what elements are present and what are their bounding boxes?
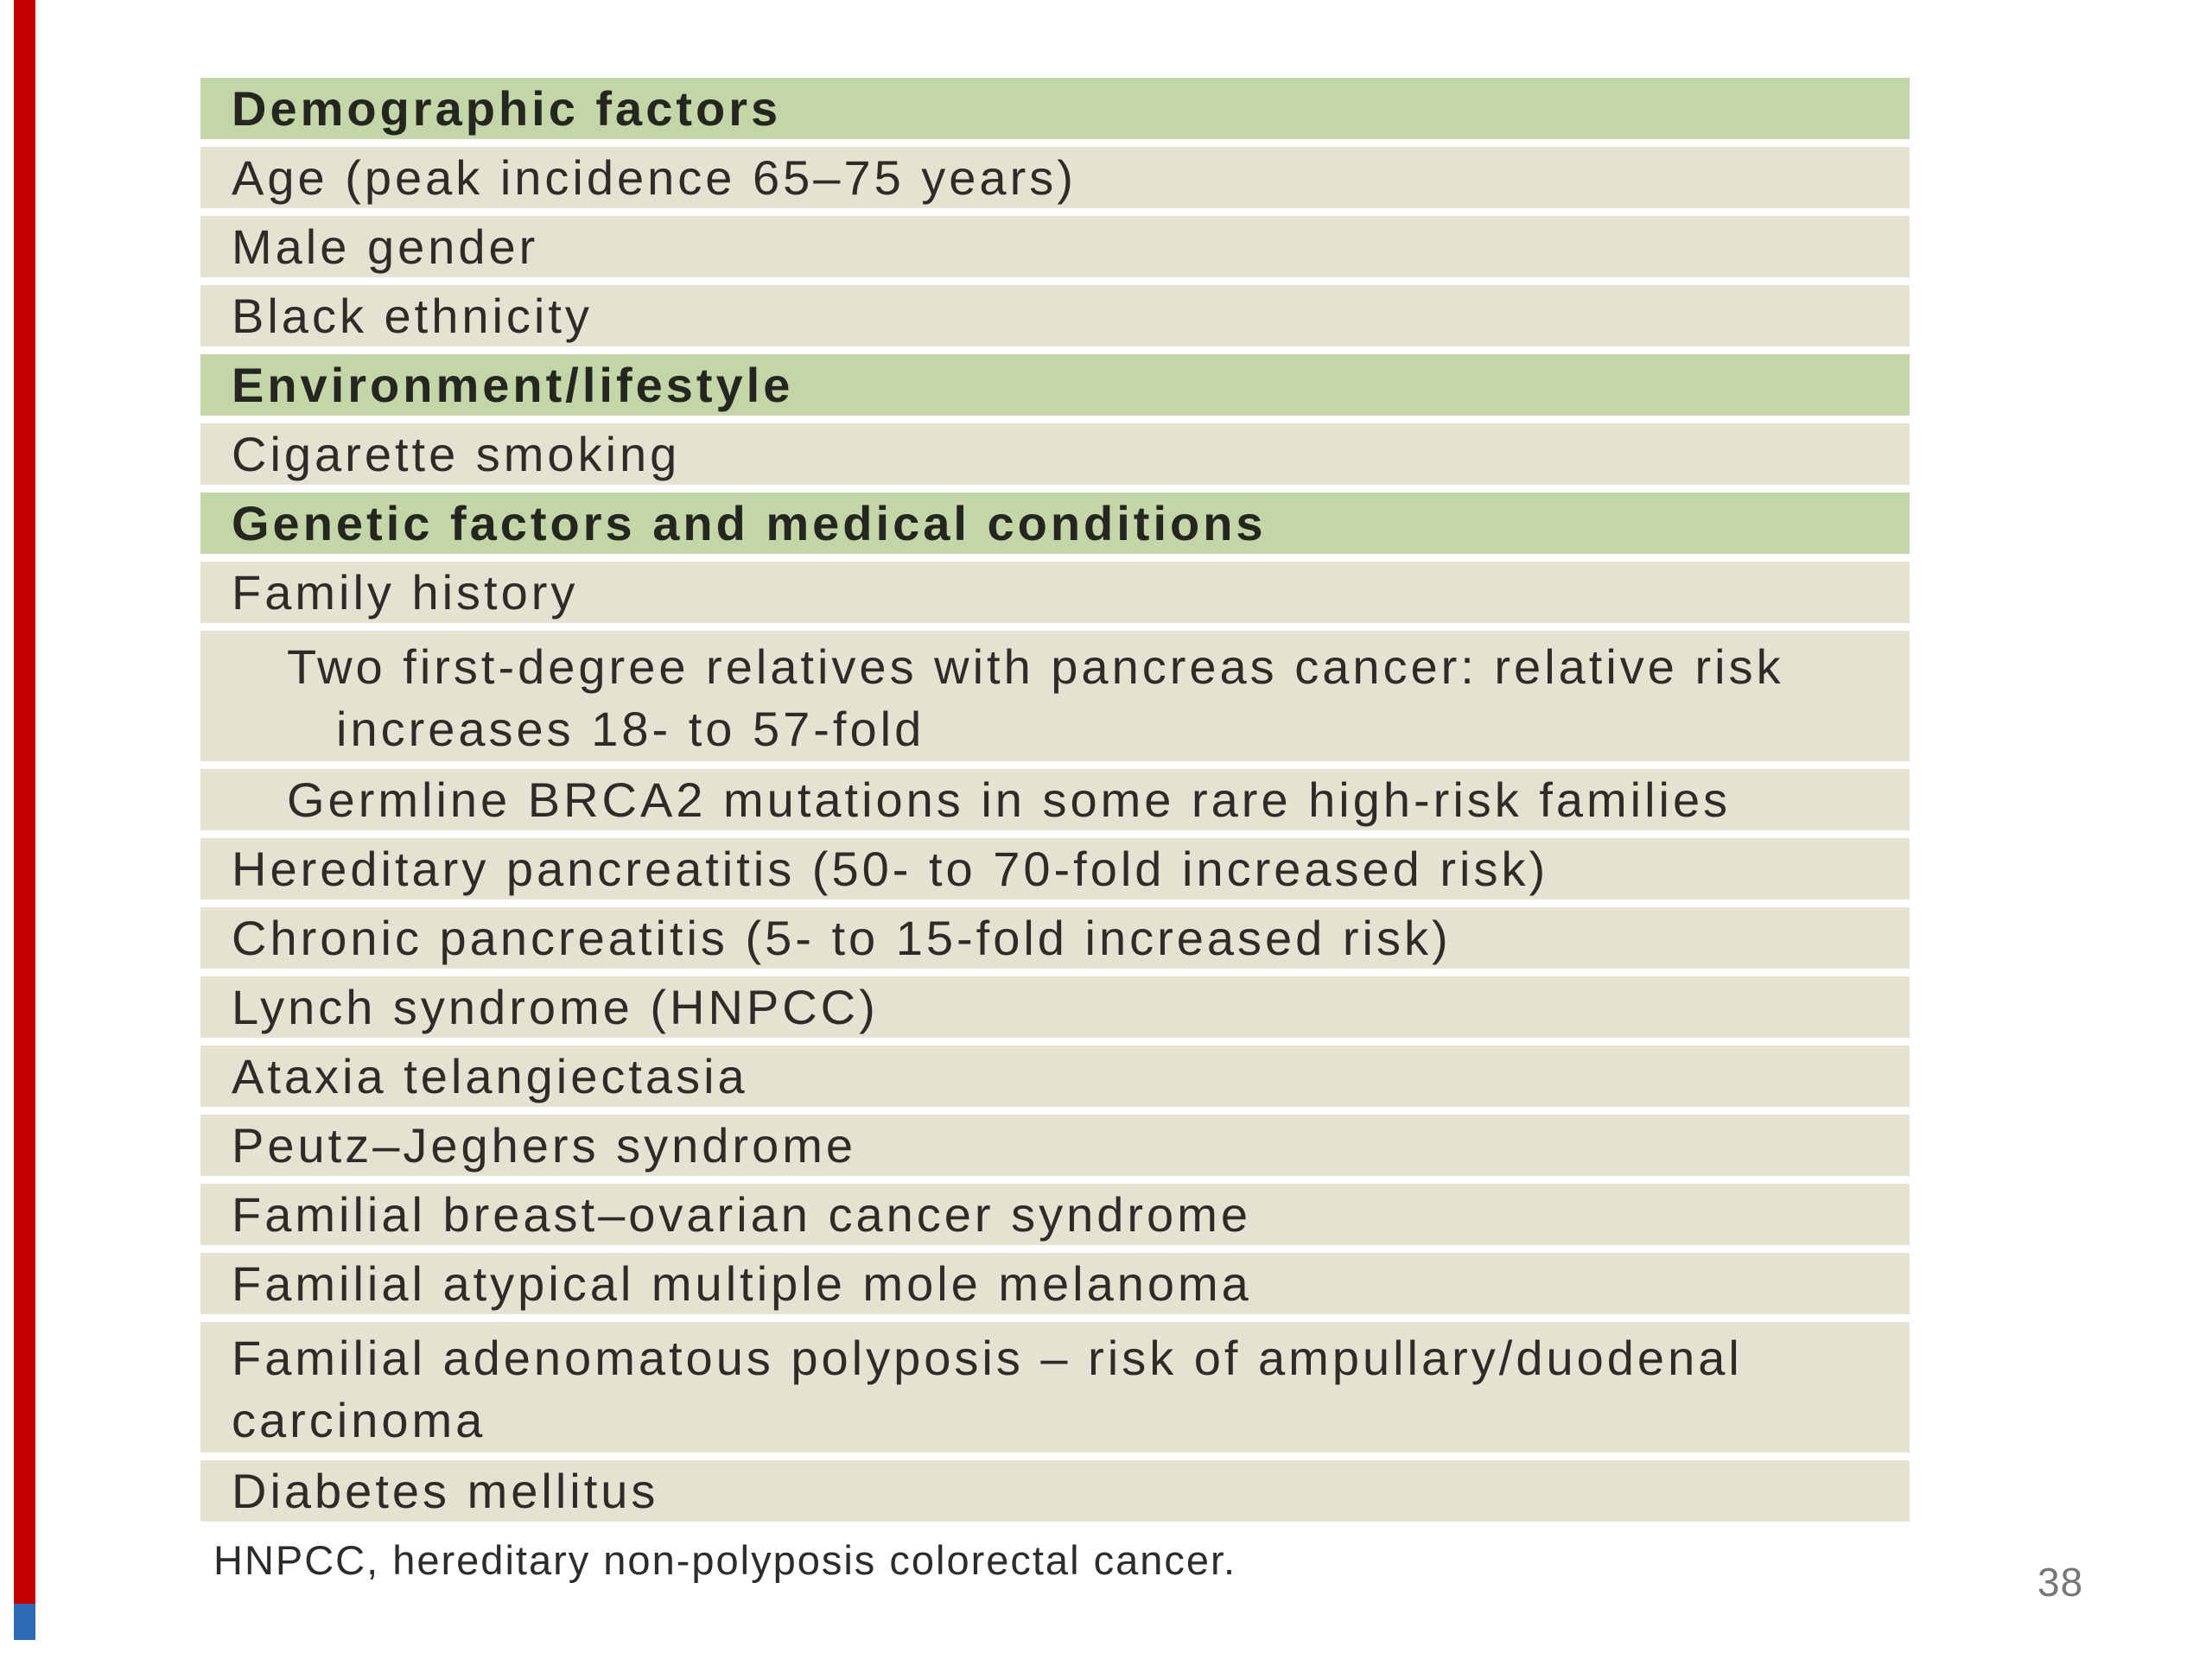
row-label: Familial breast–ovarian cancer syndrome <box>232 1187 1251 1242</box>
row-label: Cigarette smoking <box>232 427 681 481</box>
row-label: Diabetes mellitus <box>232 1464 659 1518</box>
table-row <box>200 1322 1910 1452</box>
table-row <box>200 976 1910 1038</box>
blue-accent-tip <box>14 1604 35 1640</box>
table-row <box>200 562 1910 623</box>
section-header-label: Demographic factors <box>232 81 782 136</box>
section-header-row <box>200 493 1910 554</box>
row-label: Black ethnicity <box>232 289 593 343</box>
table-row <box>200 216 1910 277</box>
table-row <box>200 1046 1910 1107</box>
risk-factors-table <box>200 78 1910 1529</box>
row-label: Ataxia telangiectasia <box>232 1049 748 1103</box>
section-header-label: Genetic factors and medical conditions <box>232 496 1267 550</box>
row-label: Germline BRCA2 mutations in some rare high-risk families <box>287 772 1732 827</box>
section-header-row <box>200 354 1910 416</box>
row-label: Lynch syndrome (HNPCC) <box>232 980 879 1034</box>
table-footnote: HNPCC, hereditary non-polyposis colorectal cancer. <box>213 1537 1237 1583</box>
row-label: Chronic pancreatitis (5- to 15-fold increased risk) <box>232 911 1452 965</box>
table-row <box>200 838 1910 899</box>
row-label: Familial atypical multiple mole melanoma <box>232 1256 1252 1311</box>
table-row <box>200 423 1910 485</box>
row-label-line2: carcinoma <box>232 1393 486 1447</box>
row-label: Age (peak incidence 65–75 years) <box>232 150 1077 205</box>
section-header-row <box>200 78 1910 139</box>
row-label: Peutz–Jeghers syndrome <box>232 1118 857 1173</box>
row-label-line1: Familial adenomatous polyposis – risk of ampullary/duodenal <box>232 1331 1743 1385</box>
table-row-indented <box>200 631 1910 761</box>
slide-page-number: 38 <box>2037 1560 2084 1605</box>
table-row-indented <box>200 769 1910 830</box>
table-row <box>200 285 1910 346</box>
red-accent-bar <box>14 0 35 1604</box>
row-label: Family history <box>232 565 579 620</box>
row-label: Male gender <box>232 219 539 274</box>
row-label-line1: Two first-degree relatives with pancreas cancer: relative risk <box>287 639 1784 694</box>
row-label: Hereditary pancreatitis (50- to 70-fold increased risk) <box>232 842 1549 896</box>
table-row <box>200 907 1910 969</box>
table-row <box>200 147 1910 208</box>
table-row <box>200 1460 1910 1522</box>
section-header-label: Environment/lifestyle <box>232 358 794 412</box>
row-label-line2: increases 18- to 57-fold <box>336 702 925 756</box>
table-row <box>200 1115 1910 1176</box>
table-row <box>200 1253 1910 1314</box>
table-row <box>200 1184 1910 1245</box>
